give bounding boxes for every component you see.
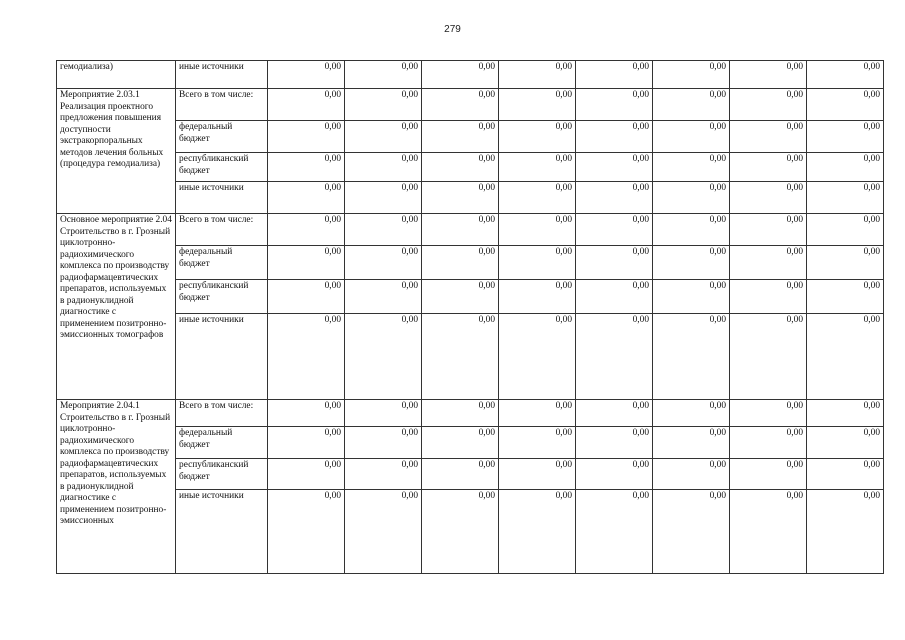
table-row [57,182,884,214]
amount-cell: 0,00 [576,246,653,280]
amount-cell: 0,00 [499,182,576,214]
amount-cell: 0,00 [345,314,422,400]
amount-cell: 0,00 [268,490,345,574]
amount-cell: 0,00 [807,214,884,246]
amount-cell: 0,00 [345,427,422,459]
amount-cell: 0,00 [268,314,345,400]
amount-cell: 0,00 [499,280,576,314]
funding-source-cell: федеральный бюджет [176,246,268,280]
page-number: 279 [444,24,461,35]
funding-source-cell: республиканский бюджет [176,459,268,490]
amount-cell: 0,00 [576,121,653,153]
amount-cell: 0,00 [268,89,345,121]
amount-cell: 0,00 [576,490,653,574]
activity-name-cell: Мероприятие 2.03.1 Реализация проектного предложения повышения доступности экстракорпоральных методов лечения больных (процедура гемодиализа) [57,89,176,214]
amount-cell: 0,00 [499,427,576,459]
amount-cell: 0,00 [730,214,807,246]
table-row [57,314,884,400]
amount-cell: 0,00 [653,246,730,280]
amount-cell: 0,00 [422,89,499,121]
amount-cell: 0,00 [345,89,422,121]
amount-cell: 0,00 [807,427,884,459]
amount-cell: 0,00 [422,314,499,400]
amount-cell: 0,00 [422,246,499,280]
amount-cell: 0,00 [499,246,576,280]
amount-cell: 0,00 [653,214,730,246]
funding-source-cell: федеральный бюджет [176,427,268,459]
amount-cell: 0,00 [653,459,730,490]
amount-cell: 0,00 [345,153,422,182]
amount-cell: 0,00 [576,214,653,246]
amount-cell: 0,00 [653,400,730,427]
amount-cell: 0,00 [345,61,422,89]
table-row [57,427,884,459]
amount-cell: 0,00 [422,280,499,314]
amount-cell: 0,00 [653,427,730,459]
amount-cell: 0,00 [730,61,807,89]
amount-cell: 0,00 [345,121,422,153]
amount-cell: 0,00 [807,182,884,214]
amount-cell: 0,00 [499,490,576,574]
funding-source-cell: республиканский бюджет [176,153,268,182]
funding-source-cell: республиканский бюджет [176,280,268,314]
amount-cell: 0,00 [807,490,884,574]
amount-cell: 0,00 [730,314,807,400]
activity-name-cell: Основное мероприятие 2.04 Строительство в г. Грозный циклотронно-радиохимического комплекса по производству радиофармацевтических препаратов, используемых в радионуклидной диагностике с применением позитронно-эмиссионных томографов [57,214,176,400]
budget-table [56,60,884,574]
amount-cell: 0,00 [499,314,576,400]
amount-cell: 0,00 [807,121,884,153]
table-row [57,153,884,182]
amount-cell: 0,00 [422,400,499,427]
amount-cell: 0,00 [499,400,576,427]
funding-source-cell: иные источники [176,61,268,89]
amount-cell: 0,00 [422,153,499,182]
amount-cell: 0,00 [268,121,345,153]
amount-cell: 0,00 [730,182,807,214]
amount-cell: 0,00 [807,459,884,490]
amount-cell: 0,00 [576,89,653,121]
table-row [57,89,884,121]
amount-cell: 0,00 [268,427,345,459]
table-row [57,490,884,574]
amount-cell: 0,00 [268,214,345,246]
table-row [57,214,884,246]
amount-cell: 0,00 [422,427,499,459]
funding-source-cell: Всего в том числе: [176,214,268,246]
funding-source-cell: федеральный бюджет [176,121,268,153]
funding-source-cell: иные источники [176,490,268,574]
funding-source-cell: Всего в том числе: [176,400,268,427]
activity-name-cell: гемодиализа) [57,61,176,89]
amount-cell: 0,00 [499,459,576,490]
table-row [57,246,884,280]
amount-cell: 0,00 [730,246,807,280]
amount-cell: 0,00 [422,490,499,574]
amount-cell: 0,00 [499,121,576,153]
funding-source-cell: иные источники [176,182,268,214]
table-row [57,61,884,89]
amount-cell: 0,00 [653,280,730,314]
amount-cell: 0,00 [576,314,653,400]
amount-cell: 0,00 [422,61,499,89]
amount-cell: 0,00 [730,427,807,459]
amount-cell: 0,00 [807,280,884,314]
amount-cell: 0,00 [730,89,807,121]
amount-cell: 0,00 [653,314,730,400]
amount-cell: 0,00 [730,121,807,153]
amount-cell: 0,00 [730,153,807,182]
amount-cell: 0,00 [268,61,345,89]
amount-cell: 0,00 [422,459,499,490]
amount-cell: 0,00 [807,61,884,89]
amount-cell: 0,00 [653,89,730,121]
amount-cell: 0,00 [576,427,653,459]
amount-cell: 0,00 [807,400,884,427]
amount-cell: 0,00 [345,246,422,280]
amount-cell: 0,00 [653,182,730,214]
funding-source-cell: иные источники [176,314,268,400]
amount-cell: 0,00 [499,61,576,89]
amount-cell: 0,00 [345,182,422,214]
amount-cell: 0,00 [268,280,345,314]
amount-cell: 0,00 [730,400,807,427]
amount-cell: 0,00 [730,459,807,490]
table-row [57,400,884,427]
amount-cell: 0,00 [268,153,345,182]
amount-cell: 0,00 [576,153,653,182]
table-row [57,280,884,314]
amount-cell: 0,00 [807,89,884,121]
amount-cell: 0,00 [268,246,345,280]
amount-cell: 0,00 [345,214,422,246]
amount-cell: 0,00 [576,400,653,427]
amount-cell: 0,00 [422,121,499,153]
amount-cell: 0,00 [422,182,499,214]
amount-cell: 0,00 [422,214,499,246]
funding-source-cell: Всего в том числе: [176,89,268,121]
amount-cell: 0,00 [807,153,884,182]
budget-table-body [57,61,884,574]
table-row [57,121,884,153]
amount-cell: 0,00 [730,490,807,574]
amount-cell: 0,00 [653,61,730,89]
amount-cell: 0,00 [499,214,576,246]
amount-cell: 0,00 [653,490,730,574]
amount-cell: 0,00 [345,400,422,427]
amount-cell: 0,00 [653,153,730,182]
amount-cell: 0,00 [807,314,884,400]
activity-name-cell: Мероприятие 2.04.1 Строительство в г. Грозный циклотронно-радиохимического комплекса по производству радиофармацевтических препаратов, используемых в радионуклидной диагностике с применением позитронно-эмиссионных [57,400,176,574]
amount-cell: 0,00 [499,153,576,182]
amount-cell: 0,00 [730,280,807,314]
table-row [57,459,884,490]
amount-cell: 0,00 [807,246,884,280]
amount-cell: 0,00 [576,459,653,490]
amount-cell: 0,00 [345,280,422,314]
amount-cell: 0,00 [576,61,653,89]
amount-cell: 0,00 [576,182,653,214]
amount-cell: 0,00 [345,459,422,490]
amount-cell: 0,00 [345,490,422,574]
amount-cell: 0,00 [268,459,345,490]
amount-cell: 0,00 [653,121,730,153]
amount-cell: 0,00 [268,182,345,214]
amount-cell: 0,00 [499,89,576,121]
amount-cell: 0,00 [576,280,653,314]
amount-cell: 0,00 [268,400,345,427]
